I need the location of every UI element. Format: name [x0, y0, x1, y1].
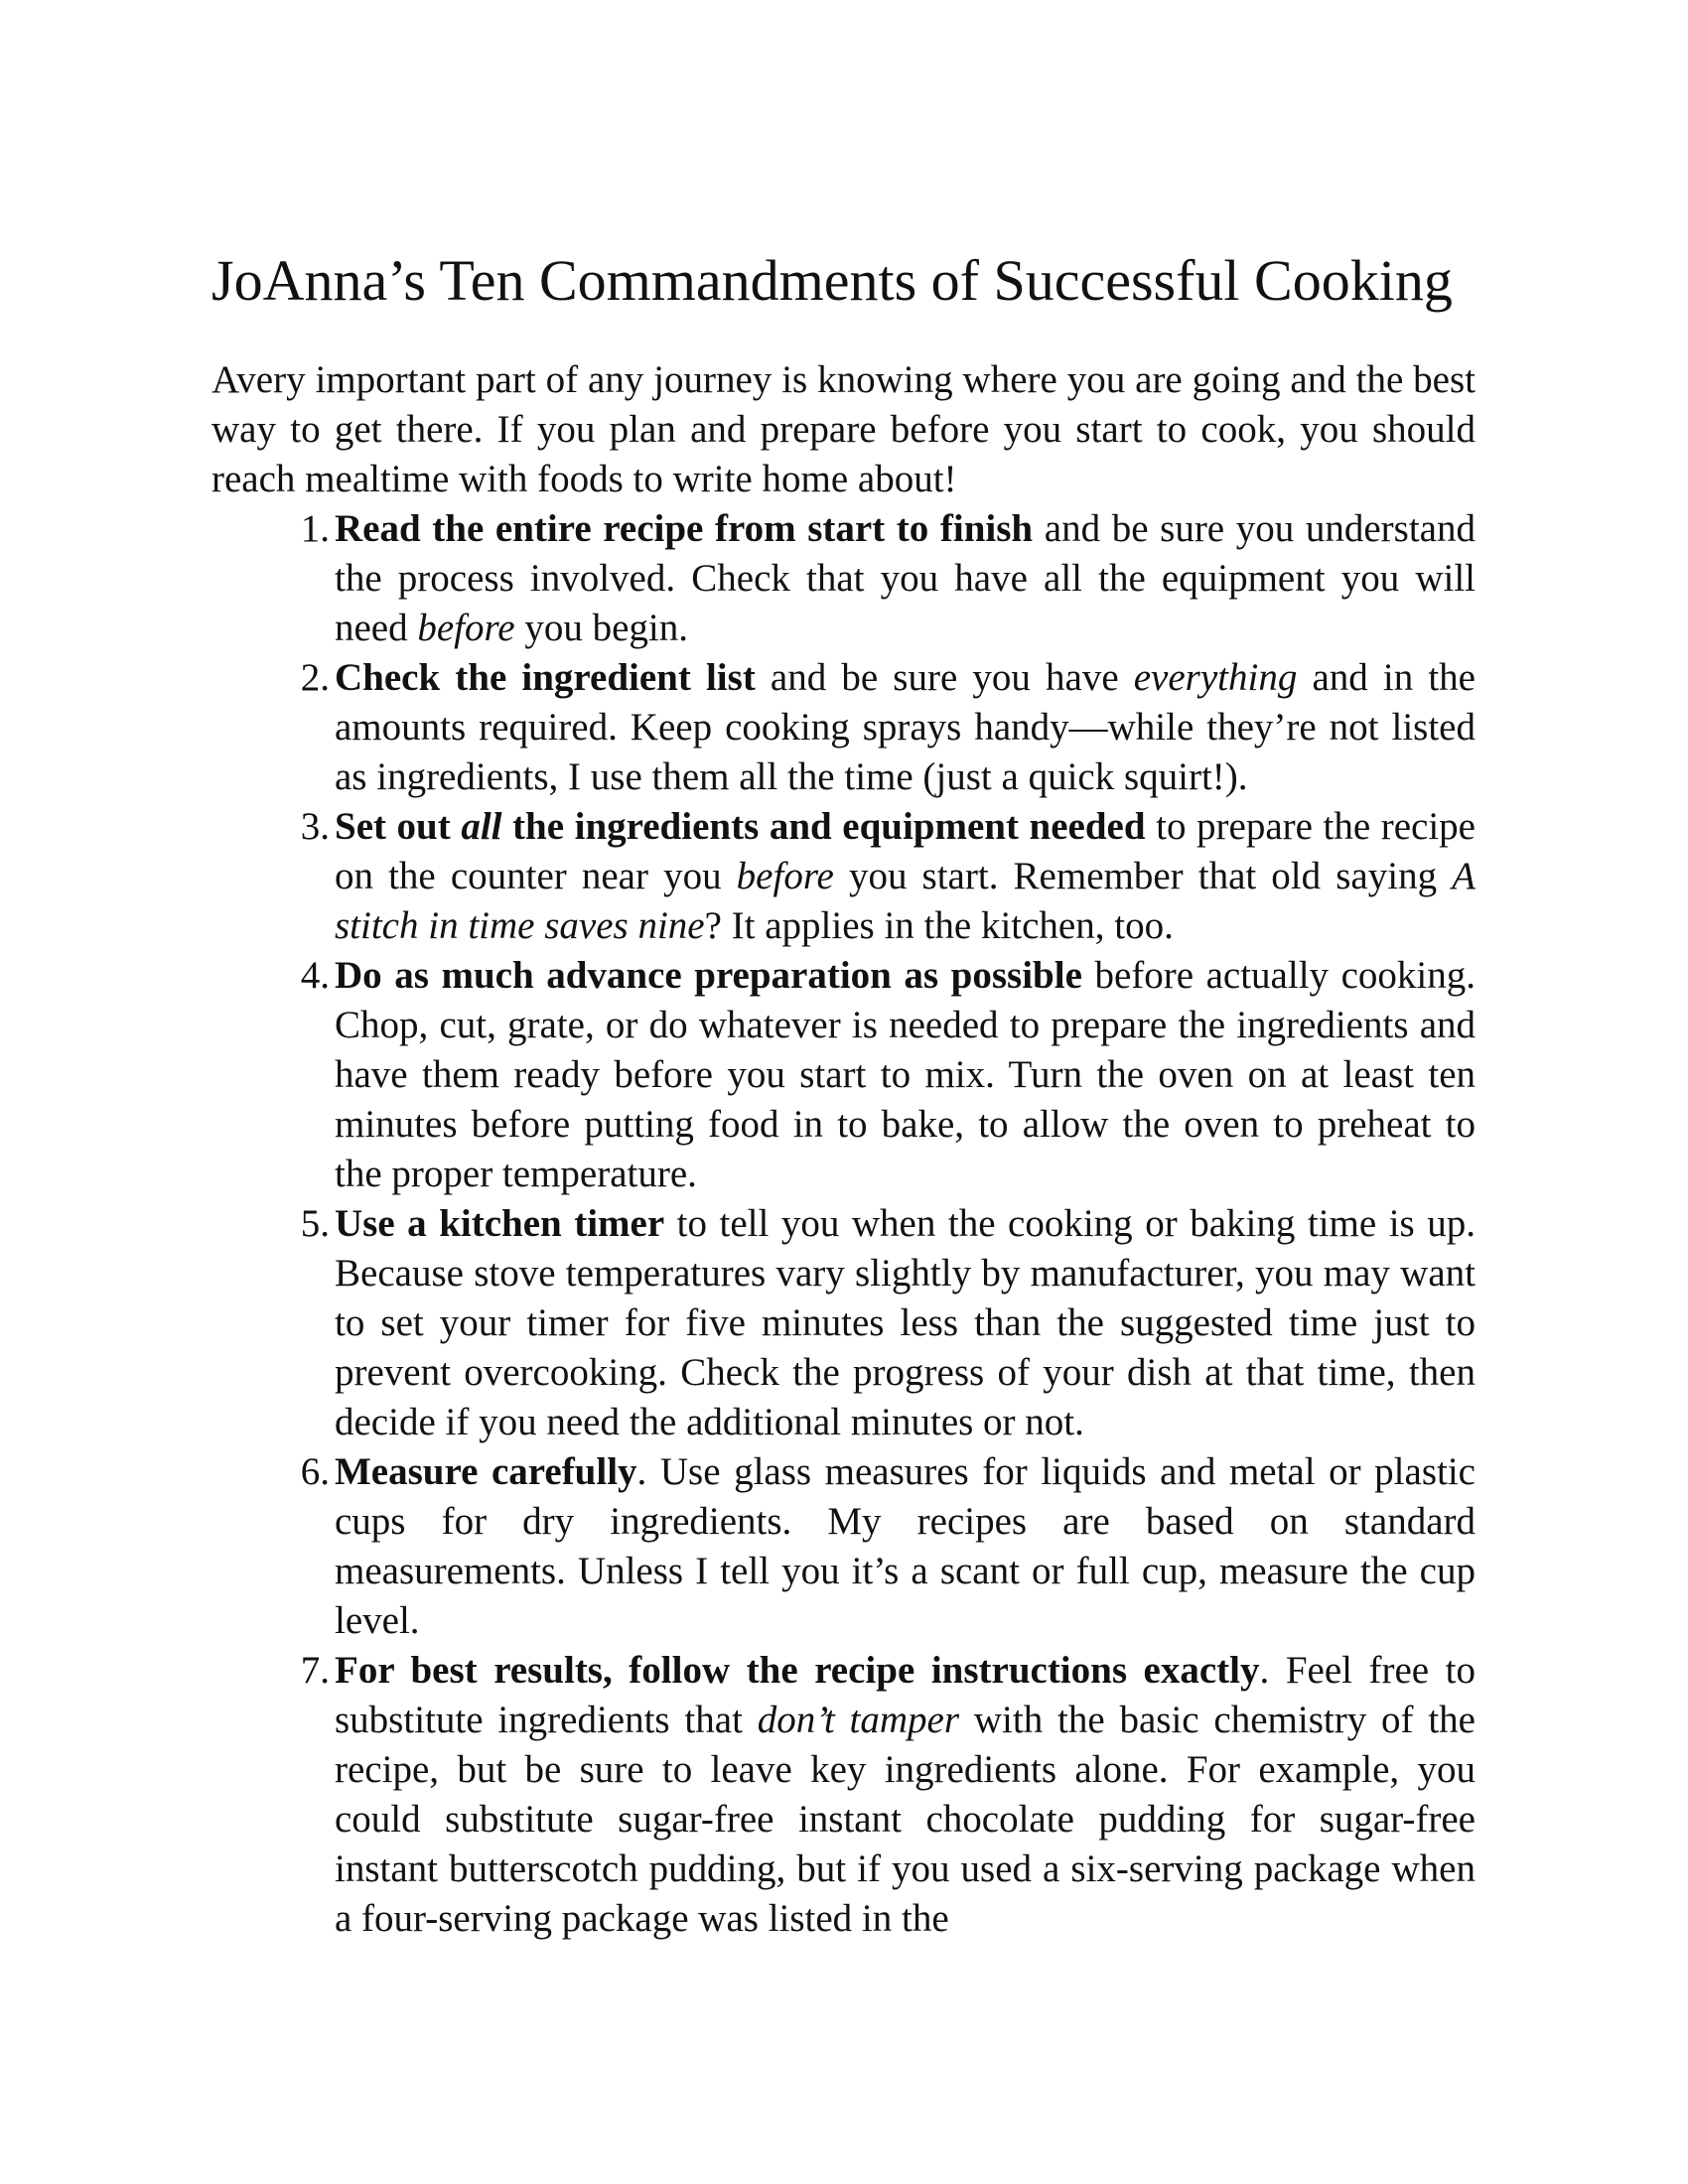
- item-lead: Measure carefully: [335, 1450, 637, 1493]
- item-text: before actually cooking. Chop, cut, grate, or do whatever is needed to prepare the ingredients and have them ready before you start to mix. Turn the oven on at least ten minutes before putting food in to bake, to allow the oven to preheat to the proper temperature.: [335, 954, 1476, 1195]
- item-lead-part: Set out: [335, 805, 462, 848]
- list-item-6: [211, 1447, 1476, 1646]
- item-number: 5.: [300, 1202, 330, 1245]
- item-lead: For best results, follow the recipe instructions exactly: [335, 1649, 1260, 1692]
- item-emphasis: everything: [1133, 656, 1298, 699]
- item-text: you begin.: [514, 607, 688, 649]
- item-lead: Do as much advance preparation as possible: [335, 954, 1082, 997]
- item-text: to tell you when the cooking or baking time is up. Because stove temperatures vary slightly by manufacturer, you may want to set your timer for five minutes less than the suggested time just to prevent overcooking. Check the progress of your dish at that time, then decide if you need the additional minutes or not.: [335, 1202, 1476, 1443]
- item-text: . Feel free to substitute ingredients that: [335, 1649, 1477, 1741]
- item-lead: Check the ingredient list: [335, 656, 756, 699]
- item-lead: Read the entire recipe from start to finish: [335, 507, 1034, 550]
- item-text: and in the amounts required. Keep cooking sprays handy—while they’re not listed as ingredients, I use them all the time (just a quick squirt!).: [335, 656, 1476, 798]
- intro-paragraph: Avery important part of any journey is knowing where you are going and the best way to get there. If you plan and prepare before you start to cook, you should reach mealtime with foods to write home about!: [211, 358, 1476, 500]
- item-number: 7.: [300, 1649, 330, 1692]
- item-number: 6.: [300, 1450, 330, 1493]
- commandments-list: [211, 504, 1476, 1944]
- list-item-5: [211, 1199, 1476, 1447]
- item-lead-part: the ingredients and equipment needed: [501, 805, 1146, 848]
- item-emphasis: don’t tamper: [757, 1699, 960, 1741]
- item-emphasis: A stitch in time saves nine: [335, 855, 1476, 947]
- item-emphasis: before: [417, 607, 515, 649]
- item-number: 1.: [300, 507, 330, 550]
- list-item-1: [211, 504, 1476, 653]
- item-lead: Use a kitchen timer: [335, 1202, 665, 1245]
- item-lead: [335, 805, 1146, 848]
- item-text: to prepare the recipe on the counter near you: [335, 805, 1476, 897]
- item-text: . Use glass measures for liquids and metal or plastic cups for dry ingredients. My recipes are based on standard measurements. Unless I tell you it’s a scant or full cup, measure the cup level.: [335, 1450, 1476, 1642]
- page-title: JoAnna’s Ten Commandments of Successful Cooking: [211, 248, 1453, 313]
- item-lead-emphasis: all: [461, 805, 502, 848]
- list-item-3: [211, 802, 1476, 951]
- list-item-2: [211, 653, 1476, 802]
- item-number: 4.: [300, 954, 330, 997]
- item-number: 3.: [300, 805, 330, 848]
- item-text: with the basic chemistry of the recipe, but be sure to leave key ingredients alone. For example, you could substitute sugar-free instant chocolate pudding for sugar-free instant butterscotch pudding, but if you used a six-serving package when a four-serving package was listed in the: [335, 1699, 1476, 1940]
- list-item-4: [211, 951, 1476, 1199]
- item-text: and be sure you understand the process involved. Check that you have all the equipment you will need: [335, 507, 1476, 649]
- item-text: you start. Remember that old saying: [833, 855, 1453, 897]
- item-text: ? It applies in the kitchen, too.: [704, 904, 1174, 947]
- document-page: [211, 246, 1476, 1944]
- item-text: and be sure you have: [755, 656, 1134, 699]
- item-number: 2.: [300, 656, 330, 699]
- item-emphasis: before: [736, 855, 834, 897]
- list-item-7: [211, 1646, 1476, 1944]
